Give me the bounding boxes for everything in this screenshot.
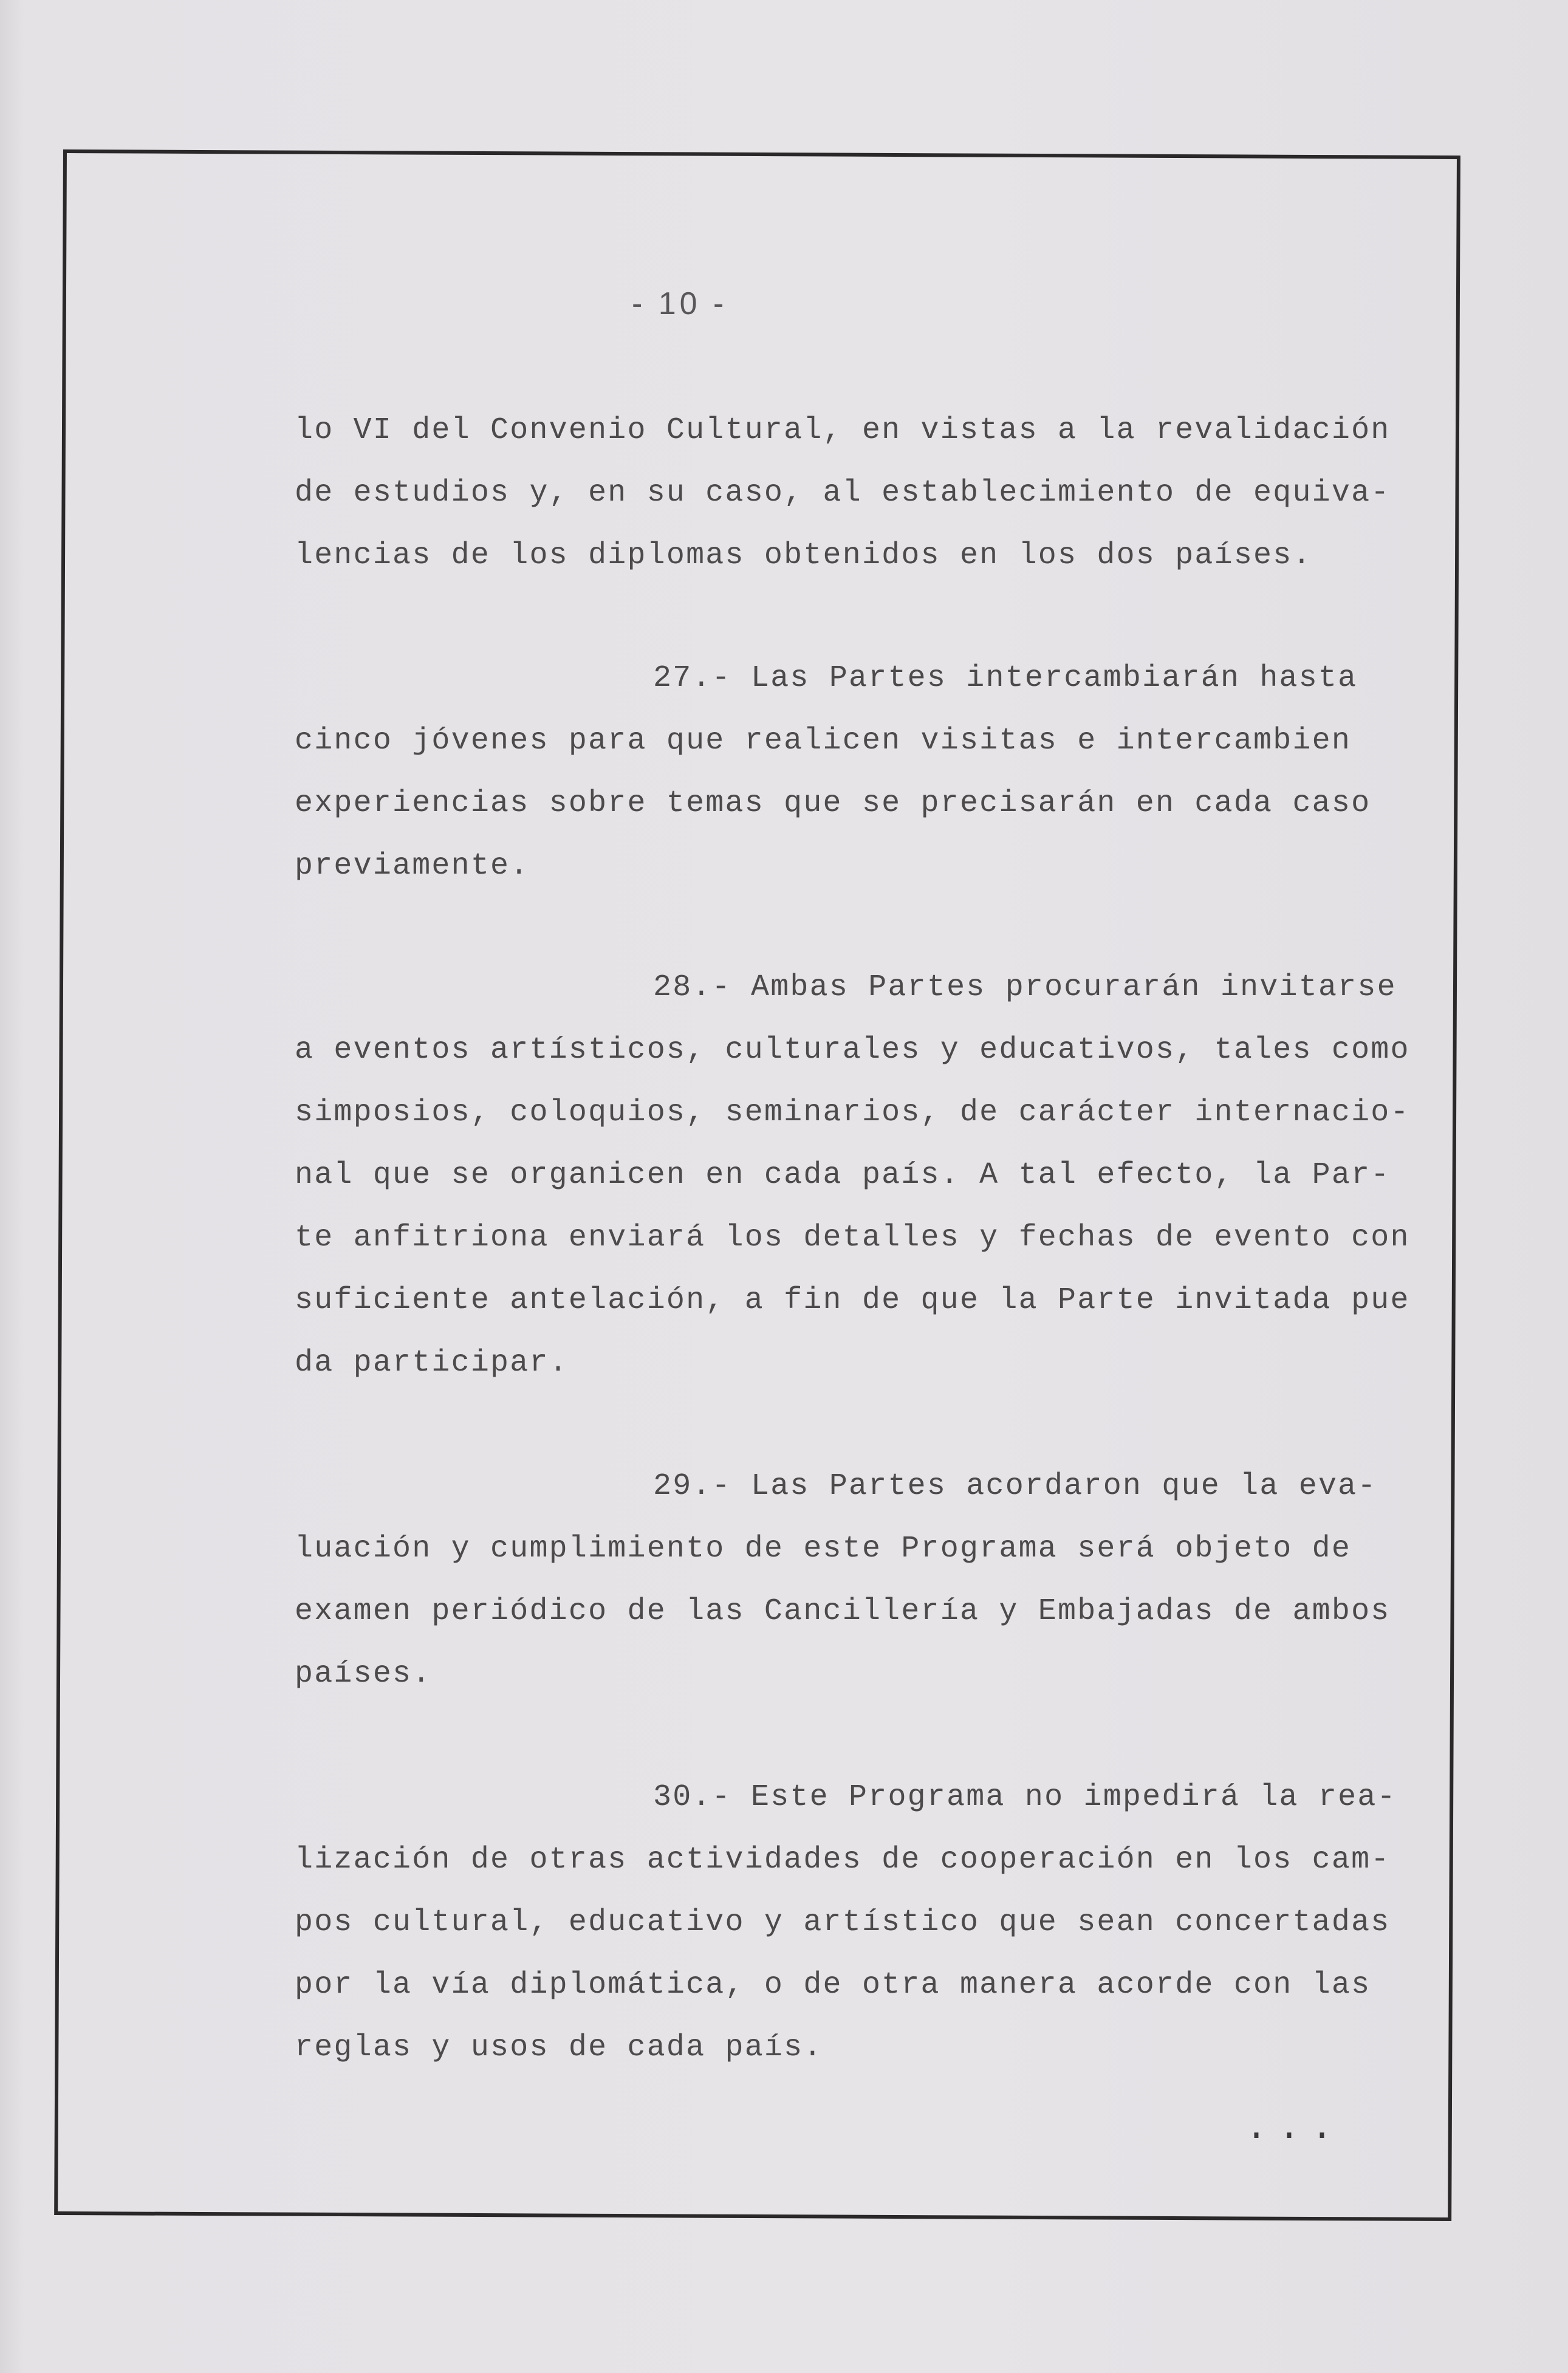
text-line: reglas y usos de cada país. <box>295 2030 823 2065</box>
text-line: te anfitriona enviará los detalles y fechas de evento con <box>295 1221 1410 1255</box>
text-line: pos cultural, educativo y artístico que sean concertadas <box>295 1905 1391 1940</box>
text-line: por la vía diplomática, o de otra manera acorde con las <box>295 1968 1371 2002</box>
text-line: nal que se organicen en cada país. A tal efecto, la Par- <box>295 1158 1391 1193</box>
text-line: da participar. <box>295 1346 569 1380</box>
text-line: países. <box>295 1657 432 1691</box>
text-line: lo VI del Convenio Cultural, en vistas a la revalidación <box>295 413 1391 448</box>
text-line: lencias de los diplomas obtenidos en los dos países. <box>295 538 1312 573</box>
text-line: lización de otras actividades de cooperación en los cam- <box>295 1843 1391 1877</box>
text-line: previamente. <box>295 849 530 883</box>
paragraph-27-start: 27.- Las Partes intercambiarán hasta <box>653 661 1358 696</box>
text-line: de estudios y, en su caso, al establecimiento de equiva- <box>295 476 1391 510</box>
continuation-mark: ... <box>1245 2108 1344 2149</box>
text-line: cinco jóvenes para que realicen visitas e intercambien <box>295 724 1352 758</box>
text-line: luación y cumplimiento de este Programa será objeto de <box>295 1532 1352 1566</box>
paragraph-30-start: 30.- Este Programa no impedirá la rea- <box>653 1780 1397 1815</box>
paragraph-28-start: 28.- Ambas Partes procurarán invitarse <box>653 970 1397 1005</box>
text-line: suficiente antelación, a fin de que la Parte invitada pue <box>295 1283 1410 1318</box>
paragraph-29-start: 29.- Las Partes acordaron que la eva- <box>653 1469 1377 1504</box>
text-line: simposios, coloquios, seminarios, de carácter internacio- <box>295 1095 1410 1130</box>
text-line: examen periódico de las Cancillería y Embajadas de ambos <box>295 1594 1391 1629</box>
text-line: experiencias sobre temas que se precisarán en cada caso <box>295 786 1371 821</box>
text-line: a eventos artísticos, culturales y educativos, tales como <box>295 1033 1410 1067</box>
page-number: - 10 - <box>632 286 728 321</box>
